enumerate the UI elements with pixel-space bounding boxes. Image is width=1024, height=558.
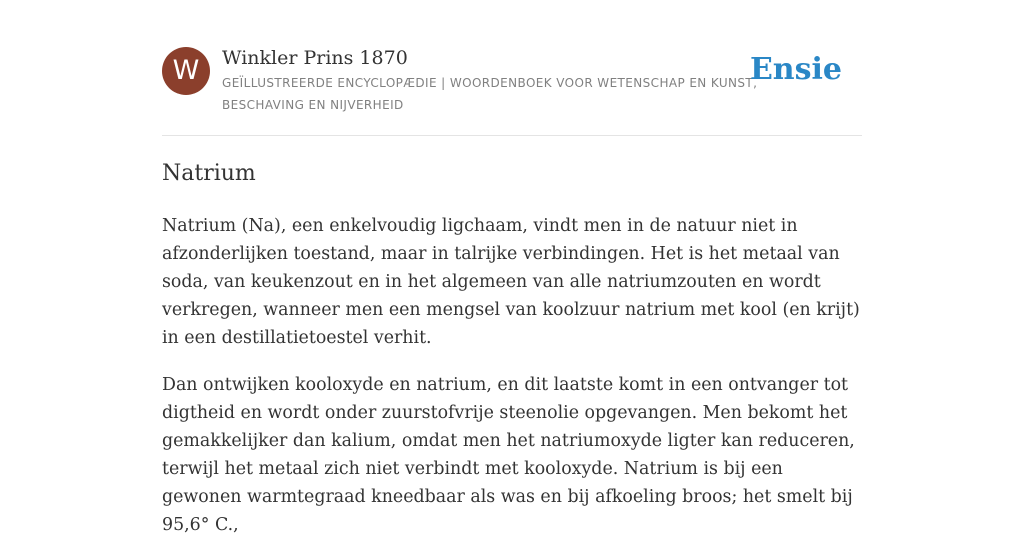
source-header bbox=[162, 46, 862, 116]
article-body bbox=[162, 212, 862, 558]
article-title: Natrium bbox=[162, 161, 256, 186]
header-divider bbox=[162, 135, 862, 136]
article-paragraph: Natrium (Na), een enkelvoudig ligchaam, vindt men in de natuur niet in afzonderlijken toestand, maar in talrijke verbindingen. Het is het metaal van soda, van keukenzout en in het algemeen van alle natriumzouten en wordt verkregen, wanneer men een mengsel van koolzuur natrium met kool (en krijt) in een destillatietoestel verhit. bbox=[162, 216, 860, 348]
ensie-logo-link[interactable]: Ensie bbox=[749, 52, 842, 87]
source-title-link[interactable]: Winkler Prins 1870 bbox=[222, 47, 408, 69]
article-paragraph: Dan ontwijken kooloxyde en natrium, en dit laatste komt in een ontvanger tot digtheid en wordt onder zuurstofvrije steenolie opgevangen. Men bekomt het gemakkelijker dan kalium, omdat men het natriumoxyde ligter kan reduceren, terwijl het metaal zich niet verbindt met kooloxyde. Natrium is bij een gewonen warmtegraad kneedbaar als was en bij afkoeling broos; het smelt bij 95,6° C., bbox=[162, 375, 855, 535]
source-subtitle: GEÏLLUSTREERDE ENCYCLOPÆDIE | WOORDENBOEK VOOR WETENSCHAP EN KUNST, BESCHAVING EN NIJVERHEID bbox=[222, 76, 758, 112]
source-avatar[interactable]: W bbox=[162, 47, 210, 95]
